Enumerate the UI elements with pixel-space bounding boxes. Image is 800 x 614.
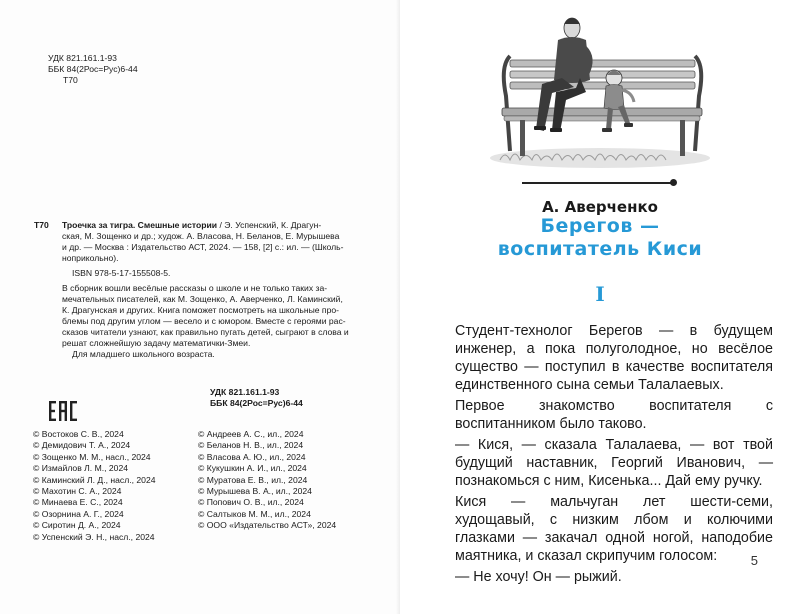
copyright-line: © Кукушкин А. И., ил., 2024 [198, 463, 307, 474]
copyright-line: © Муратова Е. В., ил., 2024 [198, 474, 308, 485]
biblio-line: и др. — Москва : Издательство АСТ, 2024. — 158, [2] с.: ил. — (Школь- [62, 242, 344, 252]
annotation-line: блемы под другим углом — весело и с юмором. Вместе с героями рас- [62, 316, 346, 326]
age-note: Для младшего школьного возраста. [72, 349, 215, 359]
story-author: А. Аверченко [542, 198, 658, 216]
story-title [400, 215, 800, 261]
classification-codes [48, 53, 138, 86]
udk-code: УДК 821.161.1-93 [48, 53, 117, 63]
paragraph: Кися — мальчуган лет шести-семи, худощавый, с низким лбом и колючими глазками — закачал одной ногой, наподобие маятника, и сказал скрипучим голосом: [455, 494, 773, 564]
right-page [400, 0, 800, 614]
udk-code-right: УДК 821.161.1-93 [210, 387, 280, 397]
story-title-line-1: Берегов — [540, 215, 660, 237]
bench-illustration [480, 8, 720, 168]
copyright-line: © Демидович Т. А., 2024 [33, 440, 131, 451]
annotation-line: сказов читатели узнают, как правильно пугать детей, сыграют в слова и [62, 327, 349, 337]
biblio-line: ноприкольно). [62, 253, 119, 263]
title-divider [522, 182, 674, 184]
copyright-line: © Мурышева В. А., ил., 2024 [198, 486, 312, 497]
copyright-line: © Успенский Э. Н., насл., 2024 [33, 531, 155, 542]
copyright-line: © Сиротин Д. А., 2024 [33, 520, 121, 531]
copyright-line: © Андреев А. С., ил., 2024 [198, 429, 304, 439]
author-mark: Т70 [63, 75, 78, 85]
paragraph: Студент-технолог Берегов — в будущем инженер, а пока полуголодное, но весёлое существо — поступил в качестве воспитателя единственного сына семьи Талалаевых. [455, 323, 773, 393]
chapter-number: I [595, 282, 605, 306]
book-title: Троечка за тигра. Смешные истории [62, 220, 218, 230]
eac-certification-logo [48, 400, 78, 422]
bbk-code-right: ББК 84(2Рос=Рус)6-44 [210, 398, 303, 408]
copyright-line: © Измайлов Л. М., 2024 [33, 463, 129, 474]
paragraph: Первое знакомство воспитателя с воспитанником было таково. [455, 398, 773, 432]
bibliographic-record [34, 220, 360, 360]
paragraph: — Кися, — сказала Талалаева, — вот твой будущий наставник, Георгий Иванович, — познакомься с ним, Кисенька... Дай ему ручку. [455, 437, 773, 489]
biblio-line1-rest: / Э. Успенский, К. Драгун- [217, 220, 322, 230]
copyright-line: © Попович О. В., ил., 2024 [198, 497, 304, 508]
annotation-line: К. Драгунская и других. Книга поможет посмотреть на школьные про- [62, 305, 339, 315]
copyright-line: © Озорнина А. Г., 2024 [33, 508, 124, 519]
copyright-line: © Минаева Е. С., 2024 [33, 497, 123, 508]
copyright-column-1 [33, 429, 156, 543]
copyright-line: © ООО «Издательство АСТ», 2024 [198, 520, 337, 531]
copyright-column-2 [198, 429, 336, 532]
bbk-code: ББК 84(2Рос=Рус)6-44 [48, 64, 138, 74]
annotation-line: решат сложнейшую задачу математички-Змеи. [62, 338, 251, 348]
copyright-line: © Каминский Л. Д., насл., 2024 [33, 474, 156, 485]
classification-codes-right [210, 387, 360, 409]
copyright-line: © Махотин С. А., 2024 [33, 486, 122, 497]
biblio-tag: Т70 [34, 220, 49, 230]
page-number: 5 [750, 553, 758, 568]
biblio-line: ская, М. Зощенко и др.; худож. А. Власова, Н. Беланов, Е. Мурышева [62, 231, 340, 241]
annotation-line: В сборник вошли весёлые рассказы о школе и не только таких за- [62, 283, 328, 293]
divider-dot [670, 179, 677, 186]
annotation-line: мечательных писателей, как М. Зощенко, А. Аверченко, Л. Каминский, [62, 294, 343, 304]
copyright-line: © Салтыков М. М., ил., 2024 [198, 508, 311, 519]
biblio-heading [34, 220, 360, 231]
story-text [455, 322, 773, 586]
copyright-line: © Власова А. Ю., ил., 2024 [198, 451, 306, 462]
story-title-line-2: воспитатель Киси [497, 238, 703, 260]
copyright-line: © Беланов Н. В., ил., 2024 [198, 440, 304, 451]
copyright-line: © Востоков С. В., 2024 [33, 429, 124, 439]
paragraph: — Не хочу! Он — рыжий. [455, 569, 622, 585]
copyright-line: © Зощенко М. М., насл., 2024 [33, 451, 151, 462]
isbn: ISBN 978-5-17-155508-5. [72, 268, 171, 278]
